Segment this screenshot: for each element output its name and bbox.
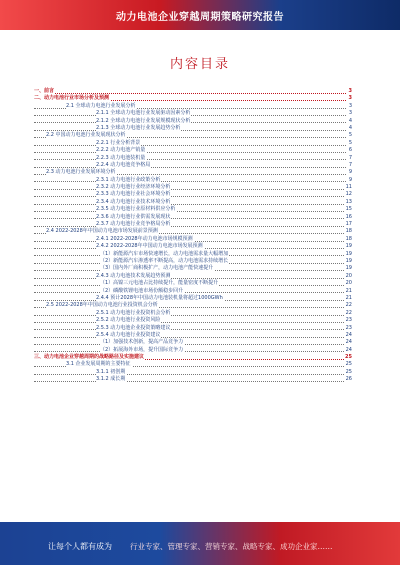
toc-entry-text: 2.4.2 2022-2028年中国动力电池市场发展预测 — [96, 243, 203, 250]
toc-entry[interactable] — [34, 110, 352, 117]
toc-entry-page: 6 — [348, 147, 352, 154]
toc-entry-page: 7 — [348, 154, 352, 161]
table-of-contents — [34, 88, 352, 384]
toc-entry-page: 19 — [345, 243, 352, 250]
toc-entry-text: 2.1 全球动力电池行业发展分析 — [66, 102, 136, 109]
toc-entry-page: 15 — [345, 206, 352, 213]
toc-entry[interactable] — [34, 206, 352, 213]
toc-entry[interactable] — [34, 347, 352, 354]
toc-entry-page: 5 — [348, 139, 352, 146]
toc-entry-page: 4 — [348, 124, 352, 131]
toc-entry-text: 2.3.2 动力电池行业经济环境分析 — [96, 184, 171, 191]
toc-entry[interactable] — [34, 265, 352, 272]
toc-entry[interactable] — [34, 310, 352, 317]
toc-entry-text: 3.1.2 成长期 — [96, 376, 126, 383]
toc-entry-page: 3 — [348, 88, 352, 94]
toc-entry-page: 24 — [345, 331, 352, 338]
toc-entry[interactable] — [34, 302, 352, 309]
toc-entry-page: 21 — [345, 294, 352, 301]
toc-entry[interactable] — [34, 376, 352, 383]
toc-entry-page: 18 — [345, 228, 352, 235]
toc-entry-page: 20 — [345, 272, 352, 279]
toc-entry-page: 16 — [345, 213, 352, 220]
toc-entry[interactable] — [34, 361, 352, 368]
toc-entry-text: 二、动力电池行业市场分析及预测 — [34, 95, 110, 102]
toc-entry-page: 7 — [348, 161, 352, 168]
footer-slogan: 让每个人都有成为 — [48, 542, 112, 551]
toc-entry-page: 24 — [345, 346, 352, 353]
toc-entry-text: （1）加强技术创新，提高产品竞争力 — [100, 339, 184, 346]
toc-entry-text: 2.5.1 动力电池行业投资机会分析 — [96, 309, 171, 316]
toc-entry-text: 2.4 2022-2028年中国动力电池市场发展前景预测 — [46, 228, 158, 235]
toc-entry[interactable] — [34, 140, 352, 147]
toc-entry-page: 21 — [345, 287, 352, 294]
toc-entry[interactable] — [34, 325, 352, 332]
toc-entry-text: 2.3.4 动力电池行业技术环境分析 — [96, 198, 171, 205]
toc-entry-text: 2.2 中国动力电池行业发展现状分析 — [46, 132, 126, 139]
toc-entry[interactable] — [34, 332, 352, 339]
toc-entry-page: 25 — [345, 361, 352, 368]
toc-entry[interactable] — [34, 103, 352, 110]
toc-entry[interactable] — [34, 369, 352, 376]
toc-entry-page: 5 — [348, 132, 352, 139]
toc-entry-page: 23 — [345, 324, 352, 331]
toc-entry-text: 3.1 企业发展周期的主要特征 — [66, 361, 131, 368]
toc-entry-page: 4 — [348, 117, 352, 124]
toc-entry-text: 2.5.2 动力电池行业投资风险 — [96, 317, 161, 324]
toc-entry-text: 2.3.5 动力电池行业原材料供应分析 — [96, 206, 176, 213]
toc-entry-text: 2.1.3 全球动力电池行业发展趋势分析 — [96, 124, 181, 131]
toc-entry-text: 2.5.3 动力电池企业投资策略建议 — [96, 324, 171, 331]
toc-entry-text: 2.3 动力电池行业发展环境分析 — [46, 169, 116, 176]
toc-entry-text: 一、前言 — [34, 88, 55, 94]
toc-entry-page: 9 — [348, 176, 352, 183]
toc-entry-page: 19 — [345, 250, 352, 257]
toc-entry-text: （2）磷酸铁锂电池市场份额稳步回升 — [100, 287, 184, 294]
toc-entry-text: 2.3.1 动力电池行业政策分析 — [96, 176, 161, 183]
toc-entry-text: 2.3.3 动力电池行业社会环境分析 — [96, 191, 171, 198]
toc-entry-page: 3 — [348, 110, 352, 117]
toc-entry[interactable] — [34, 184, 352, 191]
toc-entry[interactable] — [34, 118, 352, 125]
toc-entry-page: 17 — [345, 221, 352, 228]
toc-entry-page: 3 — [348, 95, 352, 102]
toc-entry-text: 2.3.7 动力电池行业竞争格局分析 — [96, 221, 171, 228]
toc-entry-text: （1）高镍三元电池占比持续提升，能量密度不断提升 — [100, 280, 219, 287]
toc-entry-text: （1）新能源汽车市场快速增长，动力电池需求量大幅增加 — [100, 250, 229, 257]
toc-entry-text: （2）新能源汽车渗透率不断提高，动力电池需求持续增长 — [100, 257, 229, 264]
report-title: 动力电池企业穿越周期策略研究报告 — [116, 12, 284, 23]
toc-entry-text: 2.2.1 行业分析背景 — [96, 139, 141, 146]
toc-entry[interactable] — [34, 155, 352, 162]
footer-tagline: 行业专家、管理专家、营销专家、战略专家、成功企业家…… — [130, 542, 333, 551]
toc-entry-page: 19 — [345, 265, 352, 272]
toc-entry-page: 26 — [345, 376, 352, 383]
toc-entry-text: 2.1.2 全球动力电池行业发展规模现状分析 — [96, 117, 191, 124]
toc-entry[interactable] — [34, 147, 352, 154]
toc-entry-text: 2.3.6 动力电池行业供需发展现状 — [96, 213, 171, 220]
toc-entry[interactable] — [34, 317, 352, 324]
toc-entry-page: 12 — [345, 191, 352, 198]
toc-entry[interactable] — [34, 280, 352, 287]
toc-entry-page: 13 — [345, 198, 352, 205]
toc-entry-text: （2）拓展海外市场，提升国际竞争力 — [100, 346, 184, 353]
toc-entry-text: 2.1.1 全球动力电池行业发展驱动因素分析 — [96, 110, 191, 117]
toc-entry-page: 18 — [345, 235, 352, 242]
toc-entry-page: 20 — [345, 280, 352, 287]
toc-entry-text: 3.1.1 初创期 — [96, 368, 126, 375]
toc-entry-text: 2.4.1 2022-2028年动力电池市场规模预测 — [96, 235, 193, 242]
toc-entry[interactable] — [34, 199, 352, 206]
toc-entry[interactable] — [34, 214, 352, 221]
toc-entry[interactable] — [34, 228, 352, 235]
toc-title: 内容目录 — [169, 57, 230, 72]
toc-entry-page: 9 — [348, 169, 352, 176]
toc-entry[interactable] — [34, 132, 352, 139]
toc-entry-text: 2.5 2022-2028年中国动力电池行业投资机会分析 — [46, 302, 158, 309]
toc-entry-page: 22 — [345, 309, 352, 316]
toc-entry-page: 22 — [345, 302, 352, 309]
toc-entry-page: 25 — [345, 354, 352, 361]
toc-entry[interactable] — [34, 177, 352, 184]
toc-entry-page: 25 — [345, 368, 352, 375]
toc-entry[interactable] — [34, 243, 352, 250]
toc-entry-page: 24 — [345, 339, 352, 346]
toc-entry-page: 23 — [345, 317, 352, 324]
toc-entry[interactable] — [34, 169, 352, 176]
toc-entry-page: 11 — [345, 184, 352, 191]
toc-entry-page: 3 — [348, 102, 352, 109]
toc-entry-text: 2.2.4 动力电池竞争格局 — [96, 161, 151, 168]
toc-entry-text: 2.5.4 动力电池行业投资建议 — [96, 331, 161, 338]
toc-entry-text: 2.2.3 动力电池装机量 — [96, 154, 146, 161]
toc-entry[interactable] — [34, 339, 352, 346]
toc-entry-text: 三、动力电池企业穿越周期的战略路径及实施建议 — [34, 354, 145, 361]
toc-entry-text: 2.4.4 预计2028年中国动力电池装机量将超过1000GWh — [96, 294, 223, 301]
toc-entry[interactable] — [34, 95, 352, 102]
toc-entry-page: 19 — [345, 257, 352, 264]
toc-entry[interactable] — [34, 288, 352, 295]
toc-entry-text: （3）国内外厂商积极扩产，动力电池产能快速提升 — [100, 265, 214, 272]
toc-entry[interactable] — [34, 191, 352, 198]
toc-entry-text: 2.2.2 动力电池产销量 — [96, 147, 146, 154]
toc-entry-text: 2.4.3 动力电池技术发展趋势预测 — [96, 272, 171, 279]
toc-entry[interactable] — [34, 251, 352, 258]
